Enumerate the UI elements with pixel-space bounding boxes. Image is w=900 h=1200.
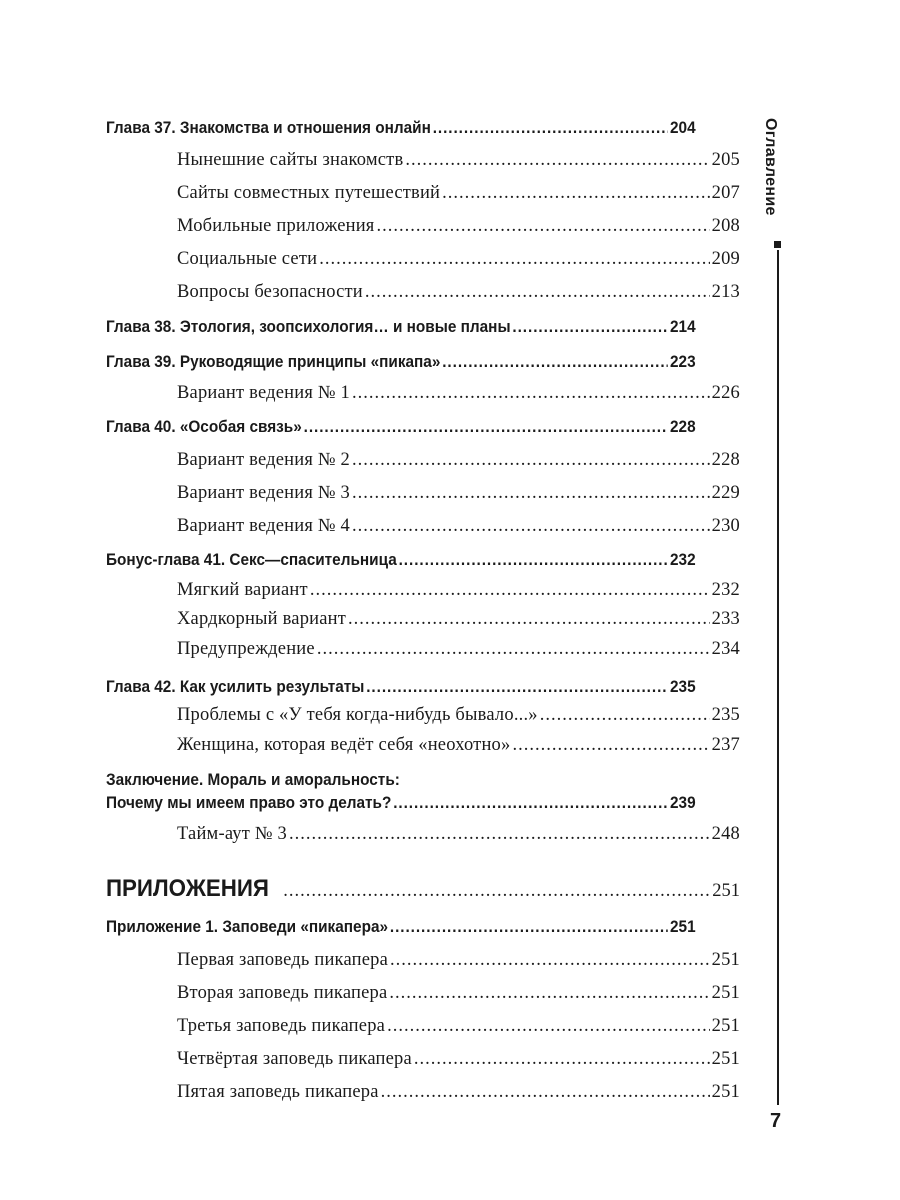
margin-rule [777,250,779,1105]
toc-chapter-38: Глава 38. Этология, зоопсихология… и новые планы ..... 214 [106,315,696,339]
toc-conclusion: Почему мы имеем право это делать? ..... 239 [106,791,696,815]
running-header-text: Оглавление [762,118,779,216]
toc-section: Вариант ведения № 2 ..... 228 [177,448,740,472]
toc-section: Вариант ведения № 1 ..... 226 [177,381,740,405]
toc-chapter-37: Глава 37. Знакомства и отношения онлайн ..... 204 [106,116,696,140]
toc-conclusion-line1: Заключение. Мораль и аморальность: [106,771,400,789]
toc-section: Вопросы безопасности ..... 213 [177,280,740,304]
toc-section: Женщина, которая ведёт себя «неохотно» ..... 237 [177,733,740,757]
toc-section: Сайты совместных путешествий ..... 207 [177,181,740,205]
toc-appendix-1: Приложение 1. Заповеди «пикапера» ..... 251 [106,915,696,939]
toc-chapter-42: Глава 42. Как усилить результаты ..... 235 [106,675,696,699]
toc-section: Мобильные приложения ..... 208 [177,214,740,238]
page-number: 7 [770,1110,782,1132]
running-header [762,118,792,238]
toc-appendices-heading: ПРИЛОЖЕНИЯ ..... 251 [106,877,740,903]
toc-section: Проблемы с «У тебя когда-нибудь бывало...» ..... 235 [177,703,740,727]
toc-section: Третья заповедь пикапера ..... 251 [177,1014,740,1038]
toc-section: Пятая заповедь пикапера ..... 251 [177,1080,740,1104]
header-marker [774,241,781,248]
toc-section: Вариант ведения № 3 ..... 229 [177,481,740,505]
toc-chapter-41: Бонус-глава 41. Секс—спасительница ..... 232 [106,548,696,572]
toc-chapter-40: Глава 40. «Особая связь» ..... 228 [106,415,696,439]
toc-section: Мягкий вариант ..... 232 [177,578,740,602]
toc-section: Четвёртая заповедь пикапера ..... 251 [177,1047,740,1071]
toc-section: Вторая заповедь пикапера ..... 251 [177,981,740,1005]
toc-section: Предупреждение ..... 234 [177,637,740,661]
toc-section: Социальные сети ..... 209 [177,247,740,271]
toc-section: Нынешние сайты знакомств ..... 205 [177,148,740,172]
toc-section: Первая заповедь пикапера ..... 251 [177,948,740,972]
toc-section: Хардкорный вариант ..... 233 [177,607,740,631]
toc-section: Вариант ведения № 4 ..... 230 [177,514,740,538]
toc-chapter-39: Глава 39. Руководящие принципы «пикапа» ..... 223 [106,350,696,374]
toc-section: Тайм-аут № 3 ..... 248 [177,822,740,846]
